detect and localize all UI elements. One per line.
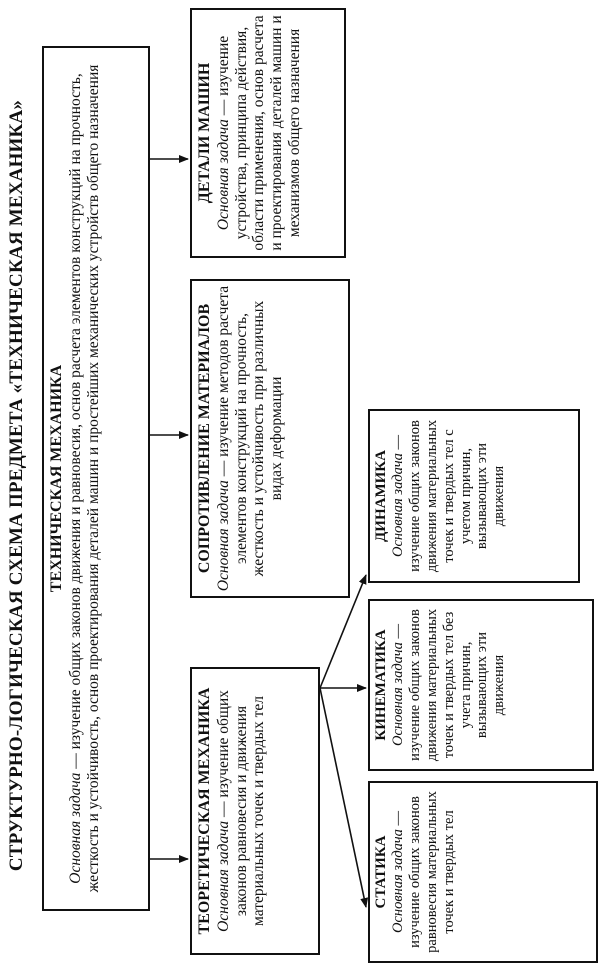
- node-statics-lead: Основная задача: [390, 829, 407, 934]
- node-statics-title: СТАТИКА: [373, 835, 389, 909]
- node-machine-parts-lead: Основная задача: [214, 119, 232, 231]
- edge-theory-statics: [320, 688, 366, 907]
- node-dynamics-title: ДИНАМИКА: [373, 449, 389, 543]
- node-kinematics-body: [390, 604, 508, 766]
- node-strength-of-materials-text: — изучение методов расчета элементов конструкций на прочность, жесткость и устойчивость при различных видах деформации: [214, 285, 286, 577]
- node-theoretical-mechanics: [190, 667, 320, 955]
- node-theoretical-mechanics-body: [215, 673, 269, 949]
- node-theoretical-mechanics-text: — изучение общих законов равновесия и движения материальных точек и твердых тел: [214, 690, 268, 926]
- node-technical-mechanics-body: [67, 52, 103, 905]
- node-strength-of-materials-lead: Основная задача: [214, 480, 232, 592]
- diagram-title: СТРУКТУРНО-ЛОГИЧЕСКАЯ СХЕМА ПРЕДМЕТА «ТЕХНИЧЕСКАЯ МЕХАНИКА»: [6, 99, 27, 872]
- node-strength-of-materials-body: [215, 285, 287, 592]
- node-dynamics-lead: Основная задача: [390, 453, 407, 558]
- node-dynamics-text: — изучение общих законов движения материальных точек и твердых тел с учетом причин, вызывающих эти движения: [390, 419, 508, 573]
- node-statics-body: [390, 786, 457, 958]
- node-technical-mechanics-lead: Основная задача: [66, 772, 84, 884]
- node-technical-mechanics: [42, 46, 150, 911]
- node-machine-parts-body: [215, 14, 305, 252]
- node-dynamics: [368, 409, 580, 583]
- node-kinematics-lead: Основная задача: [390, 642, 407, 747]
- node-dynamics-body: [390, 414, 508, 578]
- node-machine-parts: [190, 8, 346, 258]
- node-machine-parts-title: ДЕТАЛИ МАШИН: [196, 62, 213, 204]
- node-statics: [368, 781, 598, 963]
- node-technical-mechanics-title: ТЕХНИЧЕСКАЯ МЕХАНИКА: [48, 364, 65, 593]
- node-statics-text: — изучение общих законов равновесия материальных точек и твердых тел: [390, 791, 457, 953]
- node-theoretical-mechanics-title: ТЕОРЕТИЧЕСКАЯ МЕХАНИКА: [196, 687, 213, 935]
- node-kinematics: [368, 599, 594, 771]
- node-theoretical-mechanics-lead: Основная задача: [214, 820, 232, 932]
- node-strength-of-materials: [190, 279, 350, 598]
- node-technical-mechanics-text: — изучение общих законов движения и равновесия, основ расчета элементов конструкций на прочность, жесткость и устойчивость, основ проектирования деталей машин и простейших механических устройств общего назначения: [66, 64, 102, 893]
- node-machine-parts-text: — изучение устройства, принципа действия, области применения, основ расчета и проектирования деталей машин и механизмов общего назначения: [214, 15, 304, 251]
- node-kinematics-text: — изучение общих законов движения материальных точек и твердых тел без учета причин, вызывающих эти движения: [390, 608, 508, 762]
- node-strength-of-materials-title: СОПРОТИВЛЕНИЕ МАТЕРИАЛОВ: [196, 303, 213, 574]
- node-kinematics-title: КИНЕМАТИКА: [373, 629, 389, 741]
